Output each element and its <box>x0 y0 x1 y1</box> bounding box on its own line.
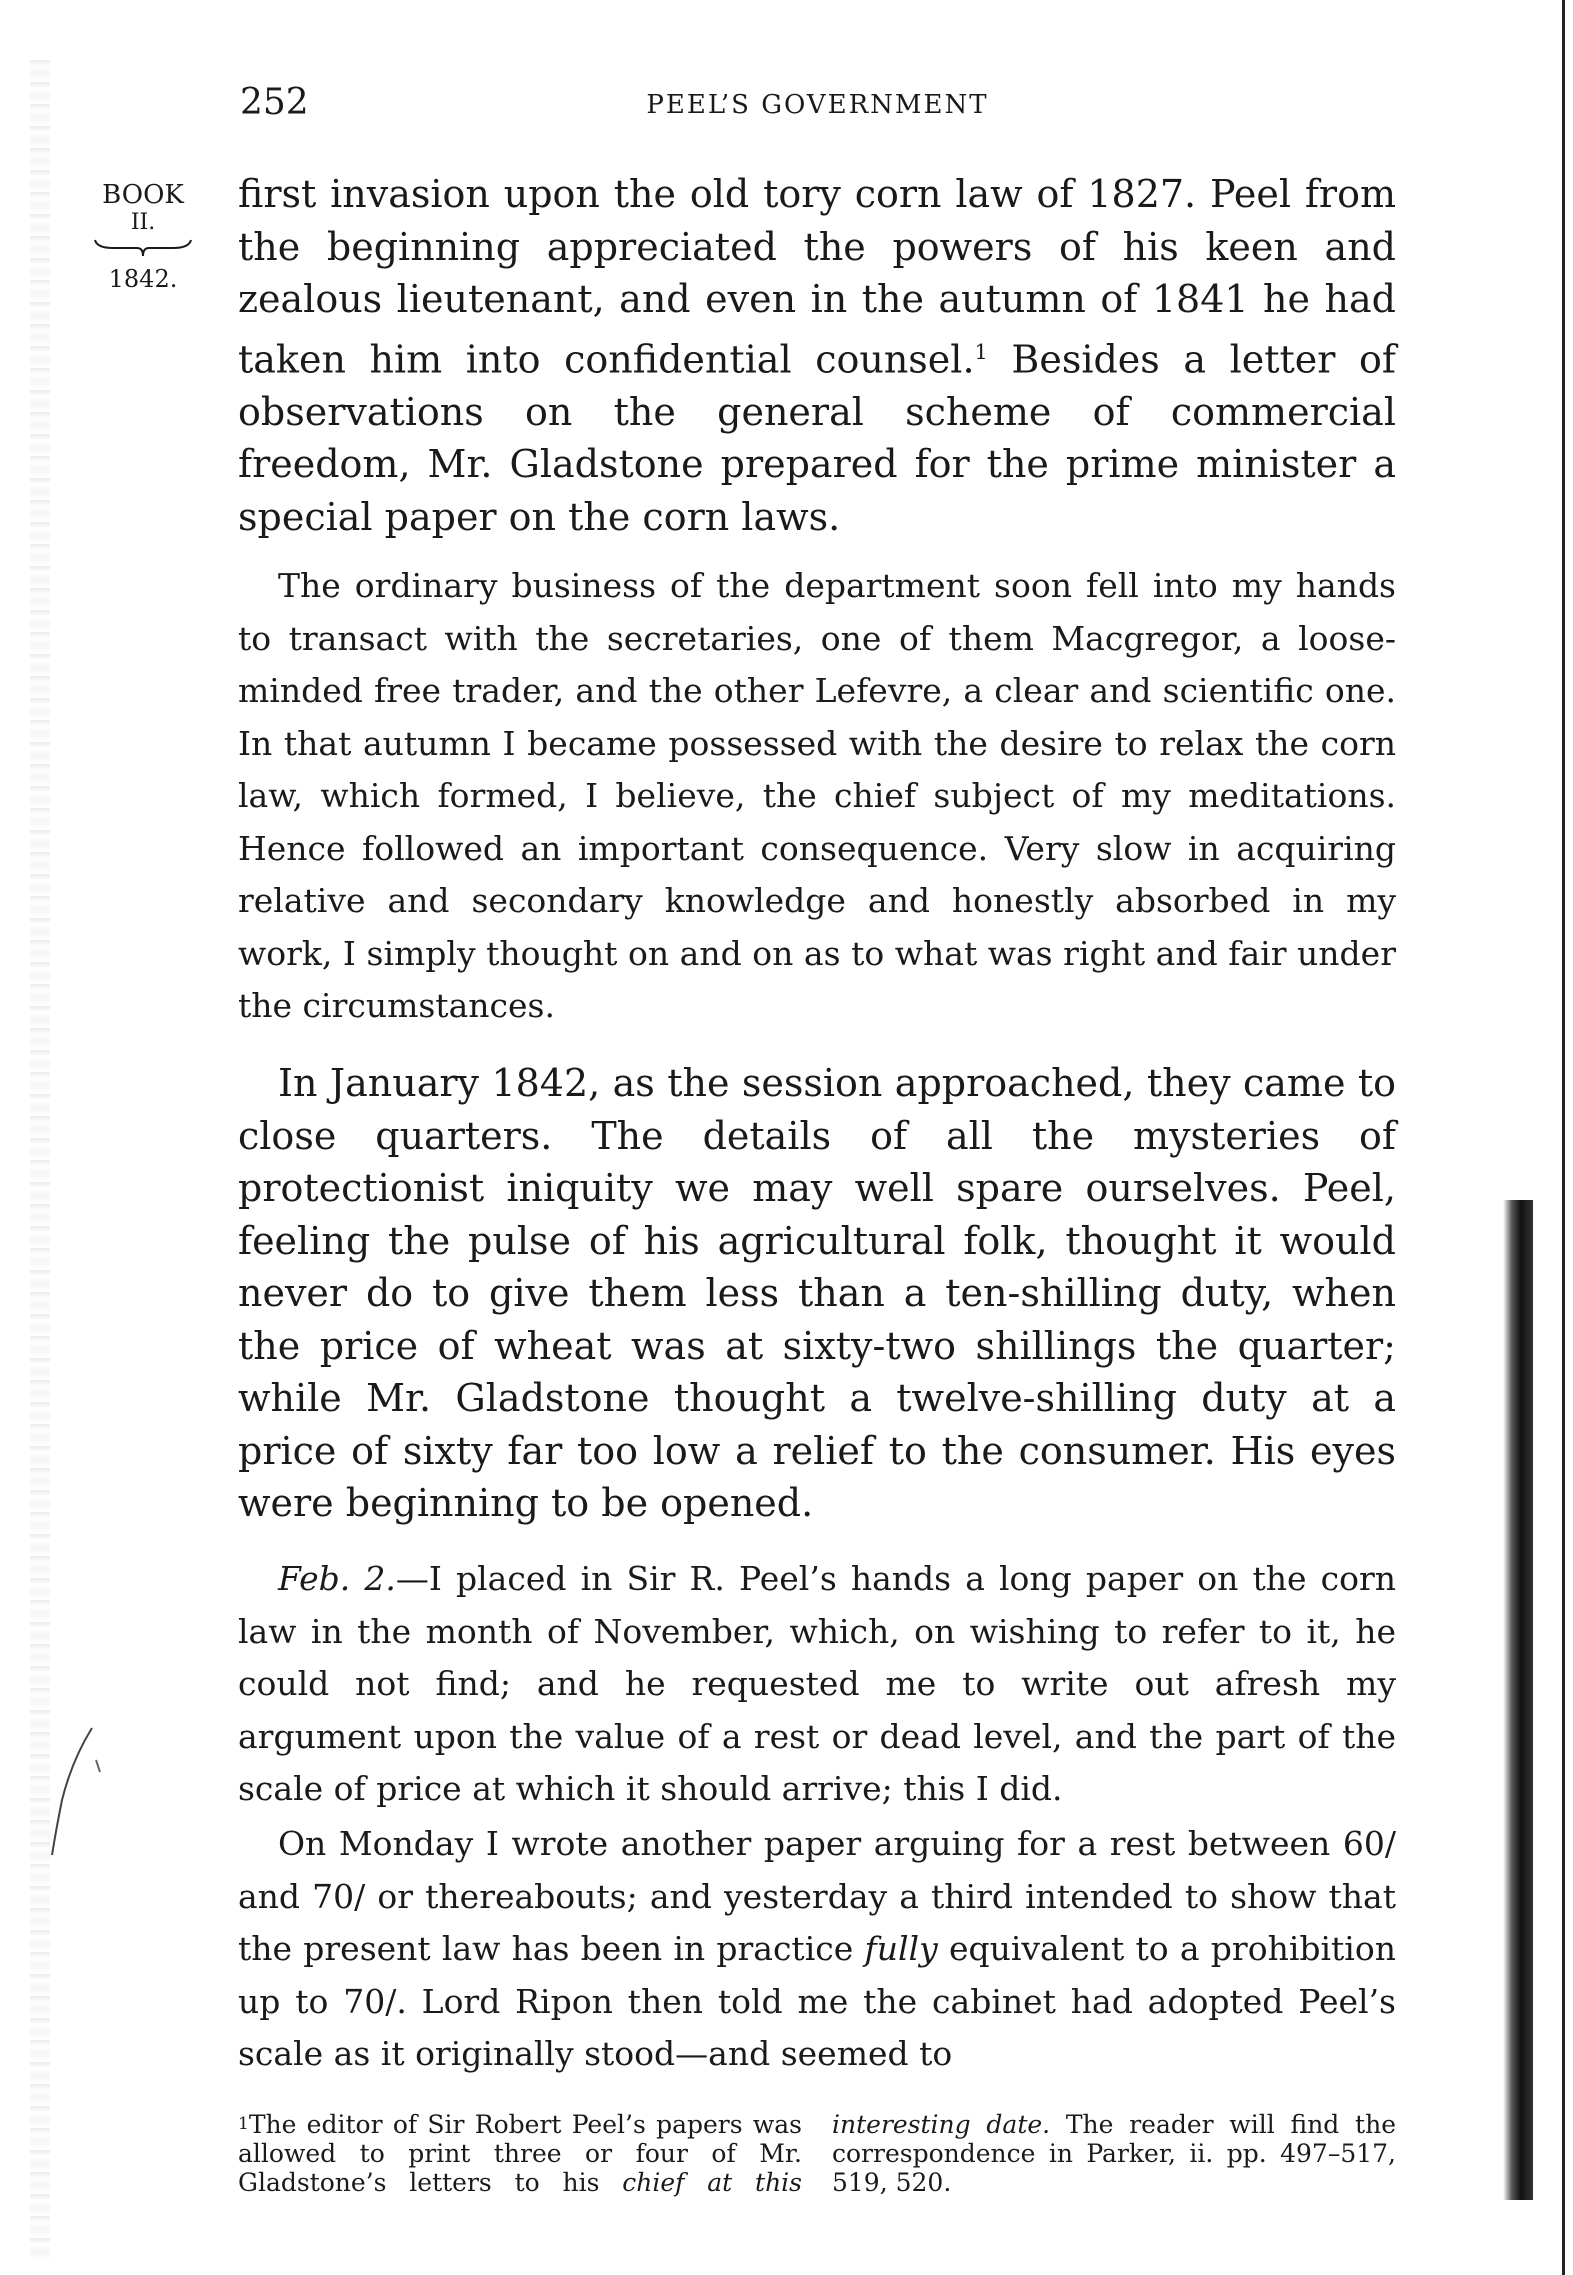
footnote-mark: 1 <box>238 2114 249 2134</box>
footnote-text-b: The reader will find the correspondence in Parker, ii. pp. 497–517, 519, 520. <box>832 2110 1396 2197</box>
paragraph-2 <box>238 560 1396 1033</box>
margin-book: BOOK <box>102 180 184 210</box>
paragraph-4 <box>238 1553 1396 1816</box>
footnote-emphasis: chief at this interesting date. <box>622 2110 1051 2197</box>
paragraph-1-text: first invasion upon the old tory corn law of 1827. Peel from the beginning appreciated the powers of his keen and zealous lieutenant, and even in the autumn of 1841 he had taken him into confidential counsel. <box>238 172 1396 382</box>
paragraph-1-tail: Besides a letter of observations on the general scheme of commercial freedom, Mr. Gladstone prepared for the prime minister a special paper on the corn laws. <box>238 337 1396 539</box>
binding-shadow <box>1503 1200 1533 2200</box>
footnote <box>238 2110 1396 2197</box>
margin-year: 1842. <box>108 265 178 293</box>
page-edge-line <box>1562 0 1565 2275</box>
paragraph-5-text-a: On Monday I wrote another paper arguing for a rest between 60/ and 70/ or thereabouts; and yesterday a third intended to show that the present law has been in practice <box>238 1824 1396 1968</box>
pencil-mark <box>42 1720 102 1860</box>
paragraph-5-emphasis: fully <box>864 1929 938 1968</box>
paragraph-5 <box>238 1818 1396 2081</box>
page-number: 252 <box>240 82 309 123</box>
margin-note <box>88 178 198 296</box>
footnote-ref: 1 <box>974 339 988 364</box>
paragraph-4-text: —I placed in Sir R. Peel’s hands a long paper on the corn law in the month of November, which, on wishing to refer to it, he could not find; and he requested me to write out afresh my argument upon the value of a rest or dead level, and the part of the scale of price at which it should arrive; this I did. <box>238 1559 1396 1808</box>
page-header <box>240 82 1395 132</box>
footnote-text-a: The editor of Sir Robert Peel’s papers was allowed to print three or four of Mr. Gladstone’s letters to his <box>238 2110 802 2197</box>
paragraph-3 <box>238 1057 1396 1530</box>
paragraph-5-text-b: equivalent to a prohibition up to 70/. Lord Ripon then told me the cabinet had adopted Peel’s scale as it originally stood—and seemed to <box>238 1929 1396 2073</box>
paragraph-3-text: In January 1842, as the session approached, they came to close quarters. The details of all the mysteries of protectionist iniquity we may well spare ourselves. Peel, feeling the pulse of his agricultural folk, thought it would never do to give them less than a ten-shilling duty, when the price of wheat was at sixty-two shillings the quarter; while Mr. Gladstone thought a twelve-shilling duty at a price of sixty far too low a relief to the consumer. His eyes were beginning to be opened. <box>238 1061 1396 1525</box>
margin-brace <box>93 236 193 258</box>
diary-date: Feb. 2. <box>278 1559 396 1598</box>
running-title: PEEL’S GOVERNMENT <box>646 90 989 120</box>
paragraph-1 <box>238 168 1396 543</box>
page-edge-speckle <box>30 60 50 2260</box>
paragraph-2-text: The ordinary business of the department soon fell into my hands to transact with the secretaries, one of them Macgregor, a loose-minded free trader, and the other Lefevre, a clear and scientific one. In that autumn I became possessed with the desire to relax the corn law, which formed, I believe, the chief subject of my meditations. Hence followed an important consequence. Very slow in acquiring relative and secondary knowledge and honestly absorbed in my work, I simply thought on and on as to what was right and fair under the circumstances. <box>238 566 1396 1025</box>
margin-book-number: II. <box>130 210 156 235</box>
